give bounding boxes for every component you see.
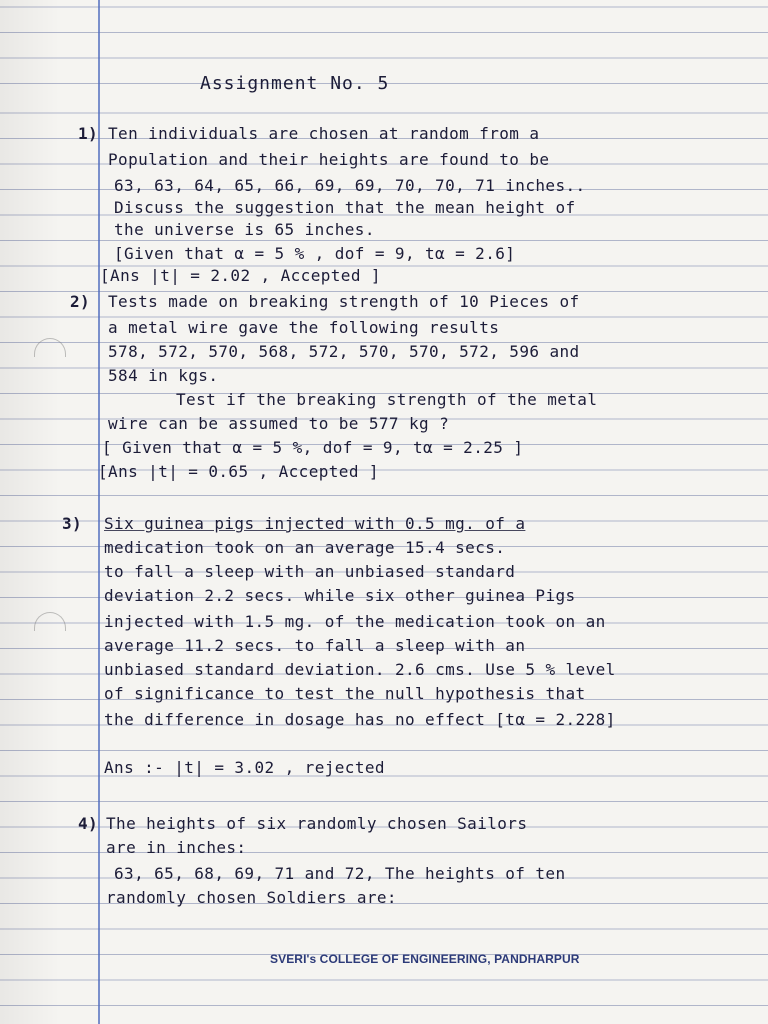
q3-line: Six guinea pigs injected with 0.5 mg. of a xyxy=(104,514,526,533)
q1-line: Discuss the suggestion that the mean height of xyxy=(114,198,576,217)
q4-line: randomly chosen Soldiers are: xyxy=(106,888,397,907)
q3-line: medication took on an average 15.4 secs. xyxy=(104,538,506,557)
binder-hole xyxy=(34,338,66,357)
q1-line: Population and their heights are found to be xyxy=(108,150,550,169)
q3-line: the difference in dosage has no effect [tα = 2.228] xyxy=(104,710,616,729)
question-number: 2) xyxy=(70,292,91,311)
question-number: 1) xyxy=(78,124,99,143)
binder-hole xyxy=(34,612,66,631)
q2-line: 584 in kgs. xyxy=(108,366,219,385)
college-footer: SVERI's COLLEGE OF ENGINEERING, PANDHARPUR xyxy=(270,952,580,966)
q1-answer: [Ans |t| = 2.02 , Accepted ] xyxy=(100,266,381,285)
q3-line: to fall a sleep with an unbiased standard xyxy=(104,562,516,581)
q4-line: The heights of six randomly chosen Sailors xyxy=(106,814,528,833)
q3-line: average 11.2 secs. to fall a sleep with an xyxy=(104,636,526,655)
q2-line: 578, 572, 570, 568, 572, 570, 570, 572, 596 and xyxy=(108,342,580,361)
q1-line: 63, 63, 64, 65, 66, 69, 69, 70, 70, 71 inches.. xyxy=(114,176,586,195)
q4-line: are in inches: xyxy=(106,838,247,857)
q4-line: 63, 65, 68, 69, 71 and 72, The heights of ten xyxy=(114,864,566,883)
page-title: Assignment No. 5 xyxy=(200,73,390,94)
q2-line: a metal wire gave the following results xyxy=(108,318,500,337)
q3-line: deviation 2.2 secs. while six other guinea Pigs xyxy=(104,586,576,605)
page-shadow xyxy=(0,0,60,1024)
q1-line: the universe is 65 inches. xyxy=(114,220,375,239)
q1-line: Ten individuals are chosen at random from a xyxy=(108,124,540,143)
q3-line: of significance to test the null hypothesis that xyxy=(104,684,586,703)
question-number: 3) xyxy=(62,514,83,533)
question-number: 4) xyxy=(78,814,99,833)
q3-line: unbiased standard deviation. 2.6 cms. Use 5 % level xyxy=(104,660,616,679)
margin-line xyxy=(98,0,100,1024)
q3-line: injected with 1.5 mg. of the medication took on an xyxy=(104,612,606,631)
q2-line: Test if the breaking strength of the metal xyxy=(176,390,598,409)
q2-given: [ Given that α = 5 %, dof = 9, tα = 2.25 ] xyxy=(102,438,524,457)
q1-given: [Given that α = 5 % , dof = 9, tα = 2.6] xyxy=(114,244,516,263)
q2-answer: [Ans |t| = 0.65 , Accepted ] xyxy=(98,462,379,481)
q2-line: Tests made on breaking strength of 10 Pieces of xyxy=(108,292,580,311)
q2-line: wire can be assumed to be 577 kg ? xyxy=(108,414,450,433)
q3-answer: Ans :- |t| = 3.02 , rejected xyxy=(104,758,385,777)
